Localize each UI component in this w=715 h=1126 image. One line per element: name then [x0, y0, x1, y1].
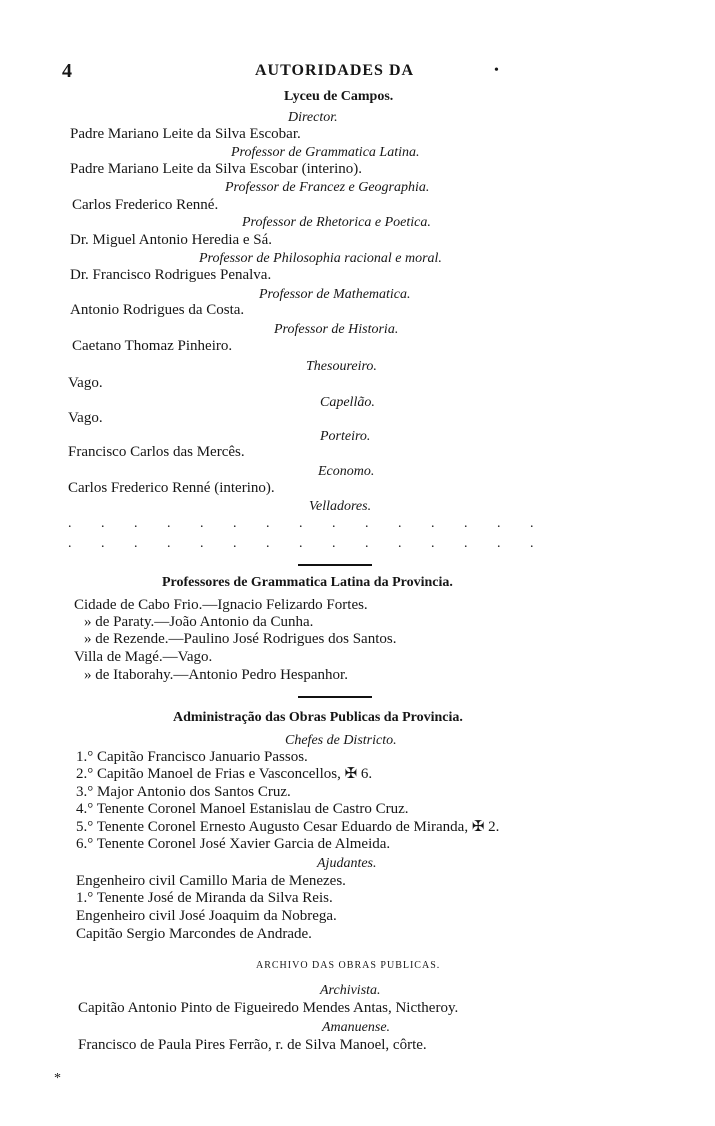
page-number: 4	[62, 60, 72, 82]
ajudante-row: 1.° Tenente José de Miranda da Silva Reis.	[76, 890, 333, 906]
section-title-obras: Administração das Obras Publicas da Provincia.	[173, 710, 463, 725]
role-grammatica: Professor de Grammatica Latina.	[231, 145, 420, 160]
role-velladores: Velladores.	[309, 499, 372, 514]
amanuense-name: Francisco de Paula Pires Ferrão, r. de Silva Manoel, côrte.	[78, 1037, 427, 1053]
list-item: » de Rezende.—Paulino José Rodrigues dos Santos.	[84, 631, 397, 647]
name-francez: Carlos Frederico Renné.	[72, 197, 219, 213]
ajudante-row: Engenheiro civil Camillo Maria de Menezes.	[76, 873, 346, 889]
ajudante-row: Capitão Sergio Marcondes de Andrade.	[76, 926, 312, 942]
archivista-title: Archivista.	[320, 983, 381, 998]
name-mathematica: Antonio Rodrigues da Costa.	[70, 302, 245, 318]
section-title-lyceu: Lyceu de Campos.	[284, 89, 394, 104]
role-philosophia: Professor de Philosophia racional e moral.	[199, 251, 442, 266]
name-philosophia: Dr. Francisco Rodrigues Penalva.	[70, 267, 272, 283]
list-item: Cidade de Cabo Frio.—Ignacio Felizardo Fortes.	[74, 597, 368, 613]
name-capellao: Vago.	[68, 410, 103, 426]
section-divider	[298, 564, 372, 566]
chefe-row: 2.° Capitão Manoel de Frias e Vasconcellos, ✠ 6.	[76, 766, 373, 782]
dot-leader-row: . . . . . . . . . . . . . . .	[68, 536, 547, 551]
chefe-row: 3.° Major Antonio dos Santos Cruz.	[76, 784, 291, 800]
role-economo: Economo.	[318, 464, 375, 479]
section-title-grammatica: Professores de Grammatica Latina da Provincia.	[162, 575, 453, 590]
dot-leader-row: . . . . . . . . . . . . . . .	[68, 516, 547, 531]
name-historia: Caetano Thomaz Pinheiro.	[72, 338, 233, 354]
role-porteiro: Porteiro.	[320, 429, 371, 444]
section-divider	[298, 696, 372, 698]
list-item: Villa de Magé.—Vago.	[74, 649, 213, 665]
footer-mark: *	[54, 1071, 61, 1086]
ajudante-row: Engenheiro civil José Joaquim da Nobrega.	[76, 908, 337, 924]
list-item: » de Itaborahy.—Antonio Pedro Hespanhor.	[84, 667, 348, 683]
amanuense-title: Amanuense.	[322, 1020, 391, 1035]
role-rhetorica: Professor de Rhetorica e Poetica.	[242, 215, 431, 230]
name-thesoureiro: Vago.	[68, 375, 103, 391]
chefe-row: 6.° Tenente Coronel José Xavier Garcia de Almeida.	[76, 836, 391, 852]
chefe-row: 1.° Capitão Francisco Januario Passos.	[76, 749, 308, 765]
role-mathematica: Professor de Mathematica.	[259, 287, 411, 302]
list-item: » de Paraty.—João Antonio da Cunha.	[84, 614, 314, 630]
name-porteiro: Francisco Carlos das Mercês.	[68, 444, 245, 460]
role-thesoureiro: Thesoureiro.	[306, 359, 377, 374]
corner-mark: •	[494, 63, 499, 78]
archivo-heading: ARCHIVO DAS OBRAS PUBLICAS.	[256, 960, 441, 971]
role-francez: Professor de Francez e Geographia.	[225, 180, 430, 195]
name-economo: Carlos Frederico Renné (interino).	[68, 480, 275, 496]
archivista-name: Capitão Antonio Pinto de Figueiredo Mendes Antas, Nictheroy.	[78, 1000, 459, 1016]
ajudantes-title: Ajudantes.	[317, 856, 377, 871]
role-director: Director.	[288, 110, 338, 125]
name-director: Padre Mariano Leite da Silva Escobar.	[70, 126, 301, 142]
name-rhetorica: Dr. Miguel Antonio Heredia e Sá.	[70, 232, 273, 248]
chefe-row: 5.° Tenente Coronel Ernesto Augusto Cesar Eduardo de Miranda, ✠ 2.	[76, 819, 500, 835]
chefes-title: Chefes de Districto.	[285, 733, 397, 748]
running-head: AUTORIDADES DA	[255, 62, 415, 79]
name-grammatica: Padre Mariano Leite da Silva Escobar (interino).	[70, 161, 362, 177]
chefe-row: 4.° Tenente Coronel Manoel Estanislau de Castro Cruz.	[76, 801, 409, 817]
role-capellao: Capellão.	[320, 395, 375, 410]
role-historia: Professor de Historia.	[274, 322, 399, 337]
